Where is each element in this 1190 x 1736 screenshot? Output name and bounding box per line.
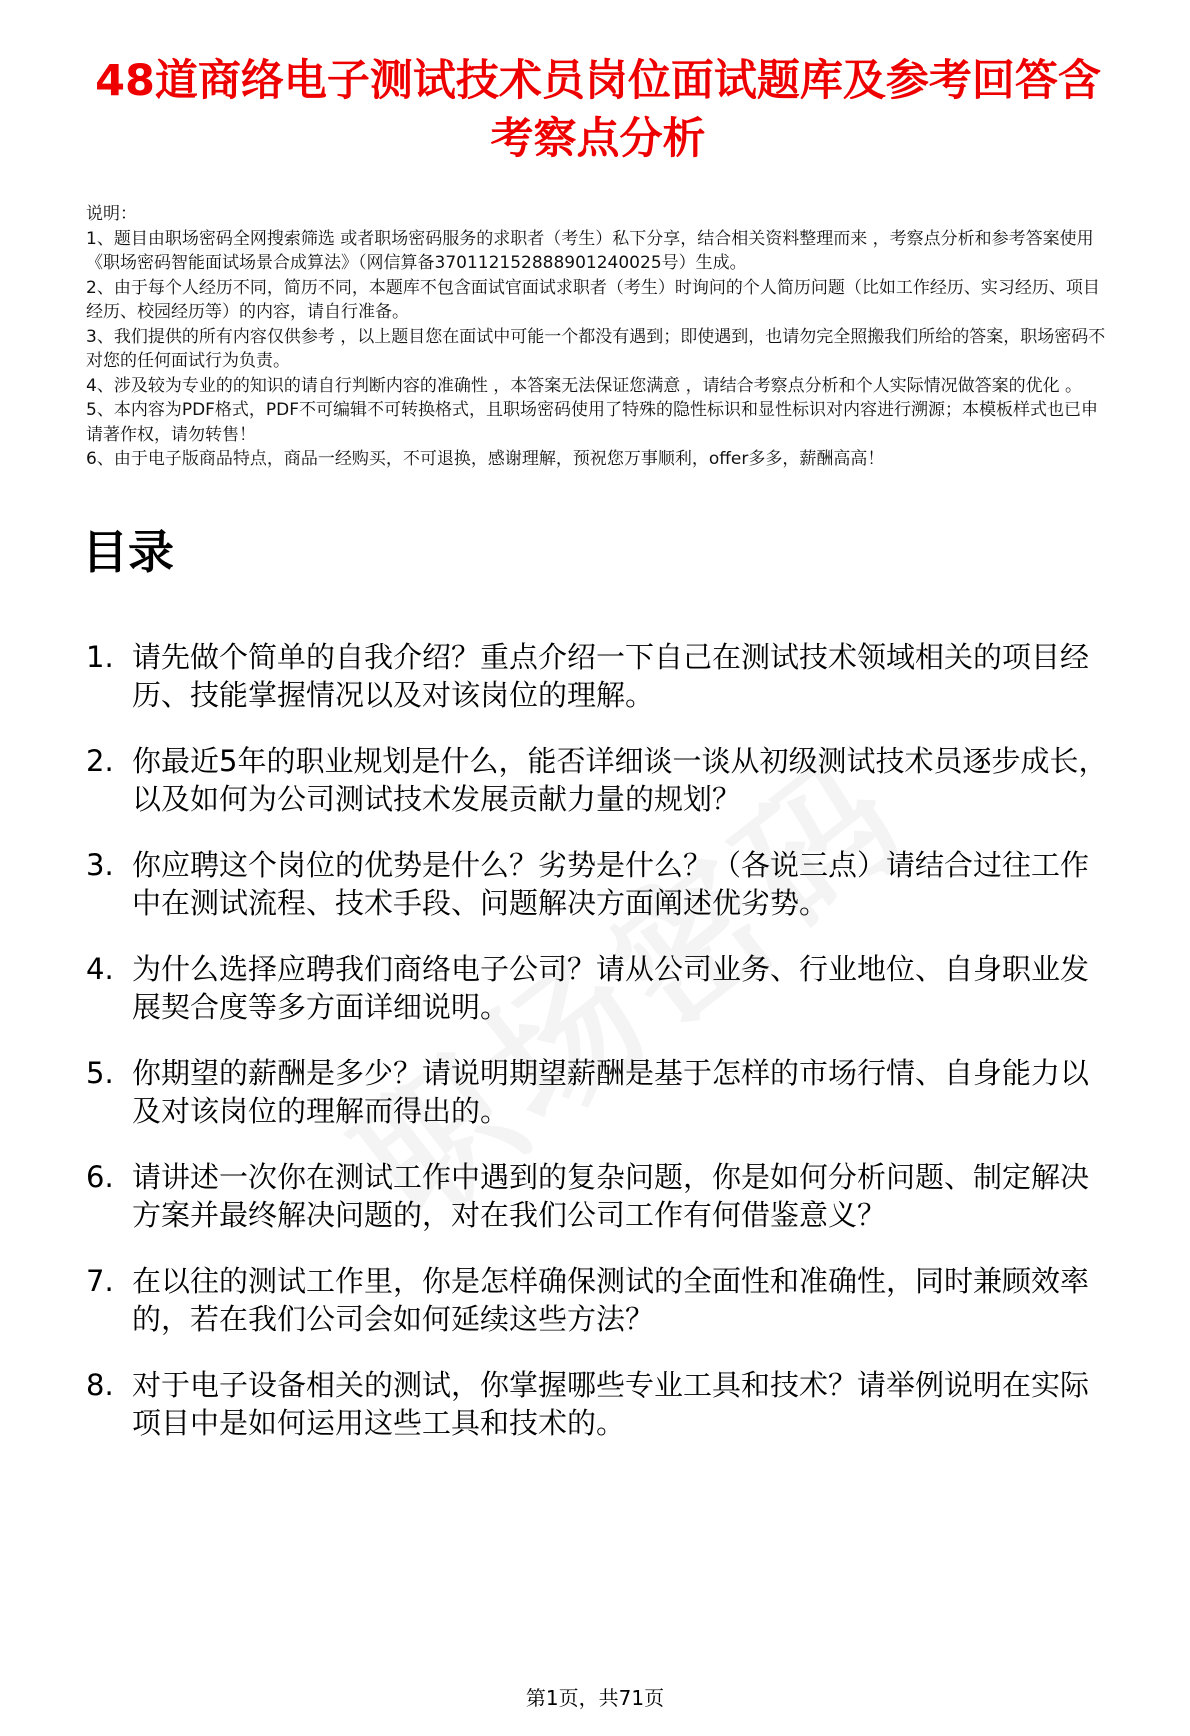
toc-item-text: 为什么选择应聘我们商络电子公司？请从公司业务、行业地位、自身职业发展契合度等多方面详细说明。 bbox=[132, 951, 1090, 1024]
toc-item-number: 2. bbox=[86, 743, 114, 778]
toc-item[interactable] bbox=[86, 1366, 1110, 1442]
toc-item[interactable] bbox=[86, 950, 1110, 1026]
toc-item-number: 7. bbox=[86, 1263, 114, 1298]
toc-item-text: 请讲述一次你在测试工作中遇到的复杂问题，你是如何分析问题、制定解决方案并最终解决问题的，对在我们公司工作有何借鉴意义？ bbox=[132, 1159, 1090, 1232]
toc-item[interactable] bbox=[86, 1262, 1110, 1338]
note-item-1: 1、题目由职场密码全网搜索筛选 或者职场密码服务的求职者（考生）私下分享，结合相关资料整理而来 ，考察点分析和参考答案使用《职场密码智能面试场景合成算法》（网信算备370112152888901240025号）生成。 bbox=[86, 228, 1094, 273]
toc-item-number: 5. bbox=[86, 1055, 114, 1090]
notes-heading: 说明： bbox=[86, 204, 137, 224]
toc-item-text: 你应聘这个岗位的优势是什么？劣势是什么？（各说三点）请结合过往工作中在测试流程、技术手段、问题解决方面阐述优劣势。 bbox=[132, 847, 1090, 920]
toc-item-number: 1. bbox=[86, 639, 114, 674]
toc-item-number: 6. bbox=[86, 1159, 114, 1194]
toc-item-text: 在以往的测试工作里，你是怎样确保测试的全面性和准确性，同时兼顾效率的，若在我们公司会如何延续这些方法？ bbox=[132, 1263, 1090, 1336]
note-item-2: 2、由于每个人经历不同，简历不同，本题库不包含面试官面试求职者（考生）时询问的个人简历问题（比如工作经历、实习经历、项目经历、校园经历等）的内容，请自行准备。 bbox=[86, 277, 1100, 322]
toc-item[interactable] bbox=[86, 638, 1110, 714]
toc-item[interactable] bbox=[86, 846, 1110, 922]
toc-heading: 目录 bbox=[82, 524, 174, 579]
toc-item-text: 你最近5年的职业规划是什么，能否详细谈一谈从初级测试技术员逐步成长，以及如何为公司测试技术发展贡献力量的规划？ bbox=[132, 743, 1108, 816]
toc-item-text: 你期望的薪酬是多少？请说明期望薪酬是基于怎样的市场行情、自身能力以及对该岗位的理解而得出的。 bbox=[132, 1055, 1090, 1128]
page bbox=[0, 52, 1190, 1442]
toc-item-text: 请先做个简单的自我介绍？重点介绍一下自己在测试技术领域相关的项目经历、技能掌握情况以及对该岗位的理解。 bbox=[132, 639, 1090, 712]
note-item-5: 5、本内容为PDF格式，PDF不可编辑不可转换格式，且职场密码使用了特殊的隐性标识和显性标识对内容进行溯源；本模板样式也已申请著作权，请勿转售！ bbox=[86, 400, 1099, 445]
toc-list bbox=[86, 638, 1110, 1442]
notes-section bbox=[86, 202, 1110, 472]
page-footer: 第1页，共71页 bbox=[525, 1686, 665, 1710]
toc-item-text: 对于电子设备相关的测试，你掌握哪些专业工具和技术？请举例说明在实际项目中是如何运用这些工具和技术的。 bbox=[132, 1367, 1090, 1440]
toc-item-number: 4. bbox=[86, 951, 114, 986]
toc-item[interactable] bbox=[86, 1054, 1110, 1130]
toc-item[interactable] bbox=[86, 1158, 1110, 1234]
toc-item-number: 8. bbox=[86, 1367, 114, 1402]
note-item-4: 4、涉及较为专业的的知识的请自行判断内容的准确性 ，本答案无法保证您满意 ，请结合考察点分析和个人实际情况做答案的优化 。 bbox=[86, 375, 1083, 396]
toc-item[interactable] bbox=[86, 742, 1110, 818]
toc-item-number: 3. bbox=[86, 847, 114, 882]
note-item-3: 3、我们提供的所有内容仅供参考 ，以上题目您在面试中可能一个都没有遇到；即使遇到，也请勿完全照搬我们所给的答案，职场密码不对您的任何面试行为负责。 bbox=[86, 326, 1106, 371]
document-title: 48道商络电子测试技术员岗位面试题库及参考回答含考察点分析 bbox=[95, 56, 1101, 164]
note-item-6: 6、由于电子版商品特点，商品一经购买，不可退换，感谢理解，预祝您万事顺利，offer多多，薪酬高高！ bbox=[86, 449, 885, 469]
